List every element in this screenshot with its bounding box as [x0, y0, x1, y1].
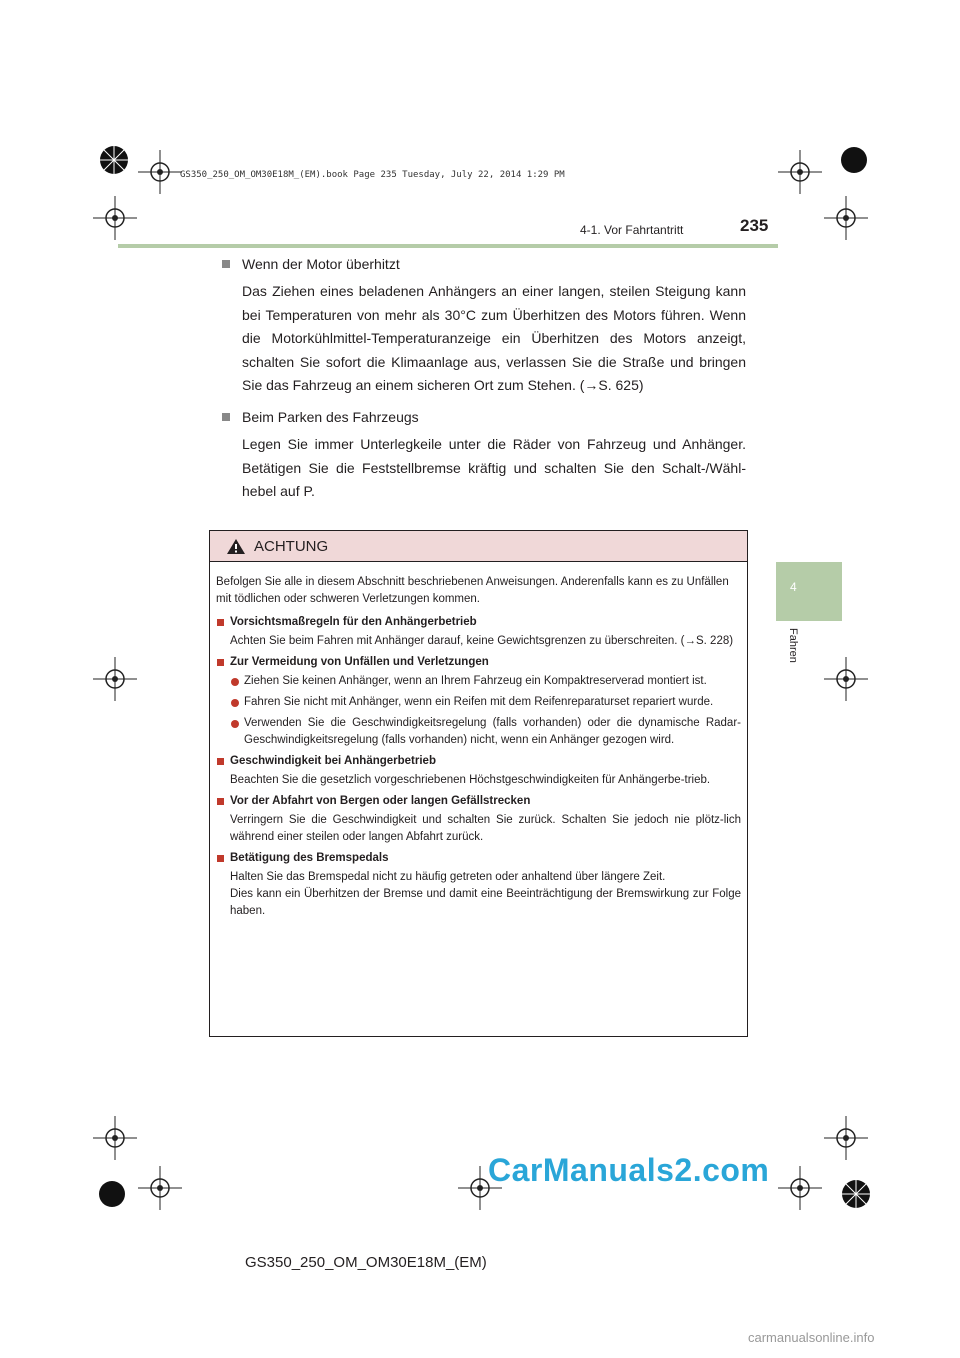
section-title: 4-1. Vor Fahrtantritt	[580, 223, 684, 237]
section-overheat	[222, 256, 746, 398]
registration-mark-icon	[84, 1166, 140, 1222]
warning-header	[210, 531, 747, 562]
warning-triangle-icon	[226, 538, 246, 560]
warning-intro: Befolgen Sie alle in diesem Abschnitt beschriebenen Anweisungen. Anderenfalls kann es zu Unfällen mit tödlichen oder schweren Verletzungen kommen.	[216, 576, 729, 605]
square-bullet-icon	[217, 798, 224, 805]
watermark-logo[interactable]: CarManuals2.com	[488, 1152, 770, 1188]
section-parking	[222, 409, 746, 504]
warning-box	[209, 530, 748, 1037]
square-bullet-icon	[217, 619, 224, 626]
crosshair-icon	[824, 196, 868, 240]
section-text: Das Ziehen eines beladenen Anhängers an einer langen, steilen Steigung kann bei Temperaturen von mehr als 30°C zum Überhitzen des Motors führen. Wenn die Motorkühlmittel-Temperaturanzeige ein Überhitzen des Motors anzeigt, schalten Sie sofort die Klimaanlage aus, verlassen Sie die Straße und bringen Sie das Fahrzeug an einem sicheren Ort zum Stehen. (→S. 625)	[242, 283, 746, 393]
warning-title: ACHTUNG	[254, 538, 329, 555]
warning-item-heading: Vorsichtsmaßregeln für den Anhängerbetrieb	[216, 614, 741, 631]
crosshair-icon	[93, 657, 137, 701]
warning-item-heading: Geschwindigkeit bei Anhängerbetrieb	[216, 753, 741, 770]
page-number: 235	[740, 216, 769, 235]
warning-item-text: Beachten Sie die gesetzlich vorgeschriebenen Höchstgeschwindigkeiten für Anhängerbe-trieb.	[230, 774, 711, 786]
crosshair-icon	[778, 150, 822, 194]
header-rule	[118, 244, 778, 248]
section-text: Legen Sie immer Unterlegkeile unter die Räder von Fahrzeug und Anhänger. Betätigen Sie die Feststellbremse kräftig und schalten Sie den Schalt-/Wähl-hebel auf P.	[242, 436, 746, 499]
round-bullet-icon	[231, 720, 239, 728]
warning-item-text: Verringern Sie die Geschwindigkeit und schalten Sie zurück. Schalten Sie jedoch nie plötz-lich während einer steilen oder langen Abfahrt zurück.	[230, 814, 741, 843]
crosshair-icon	[824, 1116, 868, 1160]
square-bullet-icon	[222, 260, 230, 268]
square-bullet-icon	[222, 413, 230, 421]
footer-model-code: GS350_250_OM_OM30E18M_(EM)	[245, 1254, 487, 1271]
warning-item-text: Achten Sie beim Fahren mit Anhänger darauf, keine Gewichtsgrenzen zu überschreiten. (→S. 228)	[230, 635, 734, 647]
section-heading: Beim Parken des Fahrzeugs	[222, 409, 746, 425]
warning-item-text: Halten Sie das Bremspedal nicht zu häufig getreten oder anhaltend über längere Zeit. Dies kann ein Überhitzen der Bremse und damit eine Beeinträchtigung der Bremswirkung zur Folge haben.	[230, 871, 741, 917]
registration-mark-icon	[84, 130, 144, 190]
square-bullet-icon	[217, 659, 224, 666]
crosshair-icon	[138, 150, 182, 194]
warning-item-heading: Betätigung des Bremspedals	[216, 850, 741, 867]
round-bullet-icon	[231, 699, 239, 707]
warning-item-heading: Zur Vermeidung von Unfällen und Verletzungen	[216, 654, 741, 671]
warning-body	[210, 562, 747, 920]
crosshair-icon	[778, 1166, 822, 1210]
warning-bullet: Verwenden Sie die Geschwindigkeitsregelung (falls vorhanden) oder die dynamische Radar-Geschwindigkeitsregelung (falls vorhanden) nicht, wenn ein Anhänger gezogen wird.	[216, 715, 741, 749]
registration-mark-icon	[826, 132, 882, 188]
chapter-tab-number: 4	[790, 580, 797, 594]
crosshair-icon	[93, 1116, 137, 1160]
square-bullet-icon	[217, 758, 224, 765]
chapter-tab-label: Fahren	[787, 628, 799, 663]
crosshair-icon	[824, 657, 868, 701]
round-bullet-icon	[231, 678, 239, 686]
warning-item-heading: Vor der Abfahrt von Bergen oder langen Gefällstrecken	[216, 793, 741, 810]
watermark-footer[interactable]: carmanualsonline.info	[748, 1330, 875, 1345]
crosshair-icon	[93, 196, 137, 240]
section-heading: Wenn der Motor überhitzt	[222, 256, 746, 272]
square-bullet-icon	[217, 855, 224, 862]
crosshair-icon	[138, 1166, 182, 1210]
warning-bullet: Ziehen Sie keinen Anhänger, wenn an Ihrem Fahrzeug ein Kompaktreserverad montiert ist.	[216, 673, 741, 690]
warning-bullet: Fahren Sie nicht mit Anhänger, wenn ein Reifen mit dem Reifenreparaturset repariert wurde.	[216, 694, 741, 711]
registration-mark-icon	[826, 1164, 886, 1224]
book-file-info: GS350_250_OM_OM30E18M_(EM).book Page 235 Tuesday, July 22, 2014 1:29 PM	[180, 170, 565, 180]
chapter-tab	[776, 562, 842, 621]
